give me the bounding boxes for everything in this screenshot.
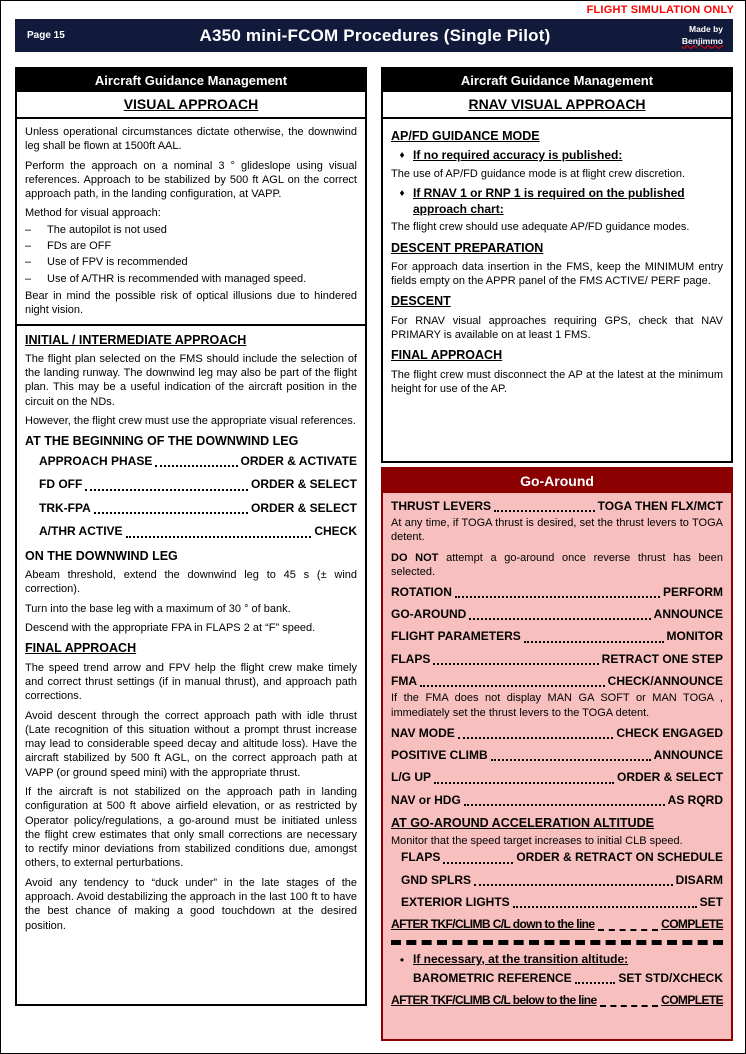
checklist-action: SET STD/XCHECK (618, 970, 723, 985)
go-around-body (383, 493, 731, 1017)
checklist-item (391, 793, 723, 808)
dash-bullet: – (25, 256, 32, 269)
author-name: Benjimmo (681, 35, 723, 46)
paragraph: However, the flight crew must use the appropriate visual references. (25, 415, 356, 427)
checklist-action: CHECK ENGAGED (616, 725, 723, 740)
paragraph: Perform the approach on a nominal 3 ° glideslope using visual references. Approach to be stabilized by 500 ft AGL on the correct approach path, in the landing configuration, at VAPP. (25, 159, 357, 201)
panel-header: Aircraft Guidance Management (17, 69, 365, 92)
checklist-action: COMPLETE (661, 917, 723, 932)
checklist-item (391, 652, 723, 667)
document-title: A350 mini-FCOM Procedures (Single Pilot) (199, 25, 551, 45)
method-item-text: FDs are OFF (47, 240, 112, 253)
bullet-head: If RNAV 1 or RNP 1 is required on the published approach chart: (413, 186, 685, 216)
checklist-label: APPROACH PHASE (39, 453, 153, 468)
paragraph: Avoid descent through the correct approach path with idle thrust (Late recognition of this situation without a prompt thrust increase may lead to considerable speed decay and altitude loss). Have the aircraft stabilized by 500 ft AGL, on the correct approach path at VAPP (or ground speed mini) with the appropriate thrust. (25, 709, 357, 779)
dotted-leader (464, 804, 665, 806)
checklist-item (391, 585, 723, 600)
paragraph: Descend with the appropriate FPA in FLAPS 2 at “F” speed. (25, 622, 316, 635)
dotted-leader (155, 465, 237, 467)
checklist-label: AFTER TKF/CLIMB C/L down to the line (391, 917, 595, 932)
bullet-head: If no required accuracy is published: (413, 148, 623, 163)
dotted-leader (85, 489, 248, 491)
checklist-item-after-tkf-down (391, 917, 723, 932)
paragraph: Monitor that the speed target increases to initial CLB speed. (391, 835, 683, 848)
section-title-apfd-guidance: AP/FD GUIDANCE MODE (391, 129, 540, 143)
checklist-action: TOGA THEN FLX/MCT (597, 499, 723, 513)
checklist-item (39, 524, 357, 540)
checklist (39, 454, 357, 540)
method-item (25, 239, 357, 253)
checklist-action: SET (699, 894, 723, 909)
visual-approach-panel (15, 67, 367, 1006)
underscore-leader (600, 1005, 659, 1007)
checklist-action: ANNOUNCE (653, 607, 723, 622)
dotted-leader (433, 663, 598, 665)
checklist-action: ORDER & ACTIVATE (240, 453, 357, 468)
made-by-credit (643, 24, 733, 47)
checklist-action: CHECK/ANNOUNCE (607, 674, 723, 689)
diamond-bullet-icon: ♦ (399, 150, 405, 162)
checklist-label: FMA (391, 674, 417, 689)
section-title-descent: DESCENT (391, 294, 451, 309)
paragraph: Avoid any tendency to “duck under” in the late stages of the approach. Avoid destabilizing the approach in the last 100 ft to have the best chance of making a good touchdown at the desired position. (25, 876, 357, 932)
checklist-label: NAV or HDG (391, 792, 461, 807)
dash-bullet: – (25, 240, 32, 253)
checklist-label: L/G UP (391, 770, 432, 785)
checklist-action: ANNOUNCE (653, 747, 723, 762)
dash-bullet: – (25, 272, 32, 285)
checklist-label: GND SPLRS (401, 872, 472, 887)
checklist-label: EXTERIOR LIGHTS (401, 894, 510, 909)
dotted-leader (455, 596, 660, 598)
paragraph: If the aircraft is not stabilized on the approach path in landing configuration at 500 ft above airfield elevation, or as restricted by Operator policy/regulations, a go-around must be initiated unless the flight crew estimates that only small corrections are necessary to rectify minor deviations from stabilized conditions due, amongst others, to external perturbations. (25, 785, 357, 870)
checklist-label: A/THR ACTIVE (39, 524, 123, 539)
checklist-item (401, 850, 723, 865)
section-title-downwind-begin: AT THE BEGINNING OF THE DOWNWIND LEG (25, 434, 299, 449)
checklist-note: If the FMA does not display MAN GA SOFT or MAN TOGA , immediately set the thrust levers to the TOGA detent. (391, 692, 723, 719)
checklist-note: At any time, if TOGA thrust is desired, set the thrust levers to TOGA detent. (391, 517, 723, 544)
paragraph: The flight crew must disconnect the AP at the latest at the minimum height for use of the AP. (391, 368, 723, 395)
paragraph: For RNAV visual approaches requiring GPS, check that NAV PRIMARY is available on at least 1 FMS. (391, 314, 723, 342)
paragraph: Turn into the base leg with a maximum of 30 ° of bank. (25, 602, 291, 615)
checklist-item (391, 674, 723, 689)
checklist-label: AFTER TKF/CLIMB C/L below to the line (391, 993, 597, 1008)
dotted-leader (491, 759, 651, 761)
checklist-label: POSITIVE CLIMB (391, 747, 488, 762)
checklist-label: NAV MODE (391, 725, 455, 740)
method-item (25, 255, 357, 269)
caution-paragraph (391, 551, 723, 579)
dotted-leader (94, 512, 248, 514)
go-around-header: Go-Around (383, 469, 731, 493)
paragraph: Bear in mind the possible risk of optical illusions due to hindered night vision. (25, 289, 357, 317)
panel-header: Aircraft Guidance Management (383, 69, 731, 92)
section-title-rnav-visual-approach: RNAV VISUAL APPROACH (468, 96, 646, 112)
checklist-label: THRUST LEVERS (391, 499, 492, 513)
section-title-final-approach: FINAL APPROACH (25, 641, 137, 656)
checklist-action: DISARM (675, 872, 723, 887)
checklist-item (39, 477, 357, 493)
checklist-label: GO-AROUND (391, 607, 467, 622)
checklist-item (401, 873, 723, 888)
paragraph: Unless operational circumstances dictate otherwise, the downwind leg shall be flown at 1500ft AAL. (25, 126, 357, 153)
bullet-item (391, 186, 723, 217)
dotted-leader (513, 906, 697, 908)
dotted-leader (474, 884, 673, 886)
checklist-action: COMPLETE (661, 993, 723, 1008)
section-title-descent-preparation: DESCENT PREPARATION (391, 240, 544, 255)
dash-bullet: – (25, 223, 32, 236)
checklist-item (391, 607, 723, 622)
section-title-initial-approach: INITIAL / INTERMEDIATE APPROACH (25, 332, 247, 347)
flight-simulation-only-label: FLIGHT SIMULATION ONLY (586, 4, 734, 16)
paragraph: The use of AP/FD guidance mode is at flight crew discretion. (391, 167, 686, 180)
checklist-label: FD OFF (39, 477, 83, 492)
paragraph: The flight crew should use adequate AP/FD guidance modes. (391, 221, 690, 234)
dotted-leader (469, 618, 650, 620)
checklist-item (391, 726, 723, 741)
method-item-text: The autopilot is not used (47, 223, 167, 236)
checklist-label: FLAPS (401, 850, 441, 865)
checklist-label: FLIGHT PARAMETERS (391, 629, 521, 644)
dotted-leader (524, 641, 664, 643)
checklist-item (39, 454, 357, 470)
checklist-item (391, 748, 723, 763)
checklist-label: TRK-FPA (39, 500, 91, 515)
dotted-leader (494, 510, 595, 512)
diamond-bullet-icon: ♦ (399, 188, 405, 200)
checklist-item (391, 770, 723, 785)
dashed-divider (391, 940, 723, 945)
made-by-label: Made by (688, 24, 723, 35)
method-item (25, 223, 357, 237)
top-header-bar (15, 19, 733, 52)
checklist-action: ORDER & RETRACT ON SCHEDULE (516, 850, 723, 865)
checklist-item (401, 895, 723, 910)
checklist-item-after-tkf-below (391, 993, 723, 1008)
paragraph: The speed trend arrow and FPV help the flight crew make timely and correct thrust settings (if in manual thrust), and approach path corrections. (25, 661, 357, 703)
visual-approach-body (17, 119, 365, 944)
dotted-leader (458, 737, 614, 739)
checklist-item (391, 499, 723, 514)
checklist-item (39, 501, 357, 517)
section-title-goaround-accel: AT GO-AROUND ACCELERATION ALTITUDE (391, 816, 654, 831)
section-title-final-approach-rnav: FINAL APPROACH (391, 348, 503, 363)
round-bullet-icon: • (399, 952, 405, 967)
go-around-panel (381, 467, 733, 1041)
checklist-label: BAROMETRIC REFERENCE (413, 970, 572, 985)
checklist-action: ORDER & SELECT (250, 477, 357, 492)
paragraph: The flight plan selected on the FMS should include the selection of the landing runway. The downwind leg may also be part of the flight plan. This may be a useful indication of the aircraft position in the circuit on the NDs. (25, 352, 357, 408)
checklist-action: RETRACT ONE STEP (601, 651, 723, 666)
dotted-leader (420, 685, 605, 687)
checklist-label: FLAPS (391, 651, 431, 666)
dotted-leader (126, 536, 312, 538)
paragraph: For approach data insertion in the FMS, keep the MINIMUM entry fields empty on the APPR panel of the FMS ACTIVE/ PERF page. (391, 260, 723, 288)
method-item-text: Use of FPV is recommended (47, 256, 188, 269)
checklist-action: AS RQRD (667, 792, 723, 807)
section-title-downwind-on: ON THE DOWNWIND LEG (25, 548, 178, 563)
method-item (25, 272, 357, 286)
method-item-text: Use of A/THR is recommended with managed speed. (47, 272, 307, 285)
checklist-label: ROTATION (391, 584, 452, 599)
section-divider (17, 324, 365, 326)
dotted-leader (575, 982, 616, 984)
checklist-action: ORDER & SELECT (616, 770, 723, 785)
bullet-item (391, 148, 723, 164)
underscore-leader (598, 929, 659, 931)
dotted-leader (434, 782, 614, 784)
checklist-item (391, 629, 723, 644)
page-number: Page 15 (27, 30, 65, 41)
rnav-body (383, 119, 731, 407)
rnav-visual-approach-panel (381, 67, 733, 463)
bullet-head: If necessary, at the transition altitude: (413, 951, 629, 966)
checklist-action: CHECK (314, 524, 357, 539)
section-title-visual-approach: VISUAL APPROACH (123, 96, 259, 112)
paragraph: Abeam threshold, extend the downwind leg to 45 s (± wind correction). (25, 569, 357, 596)
checklist-item (413, 971, 723, 986)
checklist-action: MONITOR (666, 629, 723, 644)
method-label: Method for visual approach: (25, 207, 161, 220)
checklist-action: PERFORM (663, 584, 723, 599)
bullet-item (391, 952, 723, 968)
checklist-action: ORDER & SELECT (250, 500, 357, 515)
dotted-leader (443, 862, 513, 864)
caution-rest: attempt a go-around once reverse thrust has been selected. (391, 551, 724, 578)
caution-bold: DO NOT (391, 551, 439, 564)
